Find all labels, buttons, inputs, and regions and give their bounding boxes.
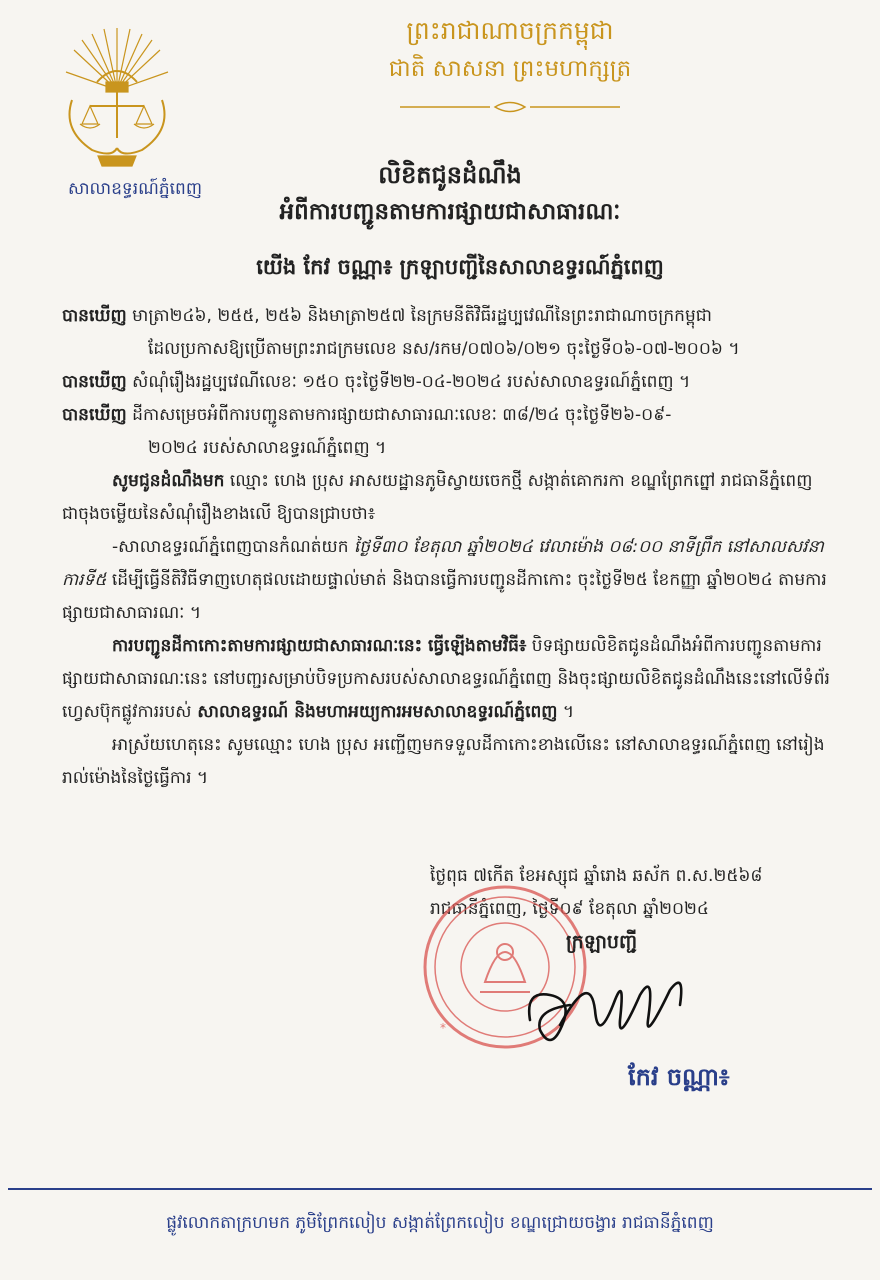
kingdom-name: ព្រះរាជាណាចក្រកម្ពុជា <box>406 16 614 45</box>
letter-body <box>62 300 832 795</box>
document-title: លិខិតជូនដំណឹង <box>378 161 522 189</box>
closing-paragraph: អាស្រ័យហេតុនេះ សូមឈ្មោះ ហេង ប្រុស អញ្ជើញមកទទួលដីកាកោះខាងលើនេះ នៅសាលាឧទ្ធរណ៍ភ្នំពេញ នៅរៀងរាល់ម៉ោងនៃថ្ងៃធ្វើការ ។ <box>62 735 825 788</box>
notice-lead: សូមជូនដំណឹងមក <box>112 471 225 491</box>
document-subtitle: អំពីការបញ្ជូនតាមការផ្សាយជាសាធារណៈ <box>279 199 621 225</box>
court-name: សាលាឧទ្ធរណ៍ភ្នំពេញ <box>67 179 203 199</box>
ornament-divider-icon <box>400 100 620 114</box>
consideration-3-cont: ២០២៤ របស់សាលាឧទ្ធរណ៍ភ្នំពេញ ។ <box>148 438 387 458</box>
issuer-label: យើង <box>256 255 297 279</box>
signer-role: ក្រឡាបញ្ជី <box>566 931 638 953</box>
solar-date: រាជធានីភ្នំពេញ, ថ្ងៃទី០៩ ខែតុលា ឆ្នាំ២០២៤ <box>430 899 709 919</box>
notice-text: ឈ្មោះ ហេង ប្រុស អាសយដ្ឋានភូមិស្វាយចេកថ្មី សង្កាត់គោករកា ខណ្ឌព្រែកព្នៅ រាជធានីភ្នំពេញ ជាចុងចម្លើយនៃសំណុំរឿងខាងលើ ឱ្យបានជ្រាបថា៖ <box>62 471 813 524</box>
footer-address: ផ្លូវលោកតាក្រហមក ភូមិព្រែកលៀប សង្កាត់ព្រែកលៀប ខណ្ឌជ្រោយចង្វារ រាជធានីភ្នំពេញ <box>166 1213 714 1233</box>
notice-paragraph <box>62 465 832 531</box>
publication-bold-tail: សាលាឧទ្ធរណ៍ និងមហាអយ្យការអមសាលាឧទ្ធរណ៍ភ្នំពេញ <box>191 702 558 722</box>
consideration-text: មាត្រា២៤៦, ២៥៥, ២៥៦ និងមាត្រា២៥៧ នៃក្រមនីតិវិធីរដ្ឋប្បវេណីនៃព្រះរាជាណាចក្រកម្ពុជា <box>126 306 712 326</box>
publication-paragraph <box>62 630 832 729</box>
consideration-3 <box>62 399 832 432</box>
consideration-lead: បានឃើញ <box>62 306 127 326</box>
consideration-1-cont: ដែលប្រកាសឱ្យប្រើតាមព្រះរាជក្រមលេខ នស/រកម/០៧០៦/០២១ ចុះថ្ងៃទី០៦-០៧-២០០៦ ។ <box>148 339 740 359</box>
consideration-lead: បានឃើញ <box>62 405 127 425</box>
signer-name: កែវ ចណ្ណា៖ <box>628 1063 730 1091</box>
hearing-datetime: ថ្ងៃទី៣០ ខែតុលា ឆ្នាំ២០២៤ វេលាម៉ោង ០៨:០០ នាទីព្រឹក នៅសាលសវនាការទី៥ <box>62 537 824 590</box>
national-motto: ជាតិ សាសនា ព្រះមហាក្សត្រ <box>388 56 632 82</box>
svg-text:*: * <box>440 1021 446 1035</box>
court-emblem-icon <box>62 20 172 180</box>
consideration-1 <box>62 300 832 333</box>
signature-icon <box>520 950 700 1060</box>
consideration-2 <box>62 366 832 399</box>
issuer-name: កែវ ចណ្ណា៖ ក្រឡាបញ្ជីនៃសាលាឧទ្ធរណ៍ភ្នំពេញ <box>303 255 664 279</box>
consideration-text: ដីកាសម្រេចអំពីការបញ្ជូនតាមការផ្សាយជាសាធារណៈលេខៈ ៣៨/២៤ ចុះថ្ងៃទី២៦-០៩- <box>126 405 672 425</box>
consideration-text: សំណុំរឿងរដ្ឋប្បវេណីលេខៈ ១៥០ ចុះថ្ងៃទី២២-០៤-២០២៤ របស់សាលាឧទ្ធរណ៍ភ្នំពេញ ។ <box>126 372 691 392</box>
footer-divider <box>8 1188 872 1190</box>
hearing-prefix: -សាលាឧទ្ធរណ៍ភ្នំពេញបានកំណត់យក <box>112 537 349 557</box>
kingdom-heading <box>300 12 720 88</box>
publication-end: ។ <box>557 702 575 722</box>
hearing-rest: ដើម្បីធ្វើនីតិវិធីទាញហេតុផលដោយផ្ទាល់មាត់ និងបានធ្វើការបញ្ជូនដីកាកោះ ចុះថ្ងៃទី២៥ ខែកញ្ញា ឆ្នាំ២០២៤ តាមការផ្សាយជាសាធារណៈ ។ <box>62 570 827 623</box>
hearing-paragraph <box>62 531 832 630</box>
publication-text: បិទផ្សាយលិខិតជូនដំណឹងអំពីការបញ្ជូនតាមការផ្សាយជាសាធារណៈនេះ នៅបញ្ជរសម្រាប់បិទប្រកាសរបស់សាលាឧទ្ធរណ៍ភ្នំពេញ និងចុះផ្សាយលិខិតជូនដំណឹងនេះនៅលើទំព័រហ្វេសប៊ុកផ្លូវការរបស់ <box>62 636 830 722</box>
publication-lead: ការបញ្ជូនដីកាកោះតាមការផ្សាយជាសាធារណៈនេះ ធ្វើឡើងតាមវិធី៖ <box>112 636 527 656</box>
consideration-lead: បានឃើញ <box>62 372 127 392</box>
issuer-line <box>180 254 740 285</box>
lunar-date: ថ្ងៃពុធ ៧កើត ខែអស្សុជ ឆ្នាំរោង ឆស័ក ព.ស.២៥៦៨ <box>430 866 763 886</box>
